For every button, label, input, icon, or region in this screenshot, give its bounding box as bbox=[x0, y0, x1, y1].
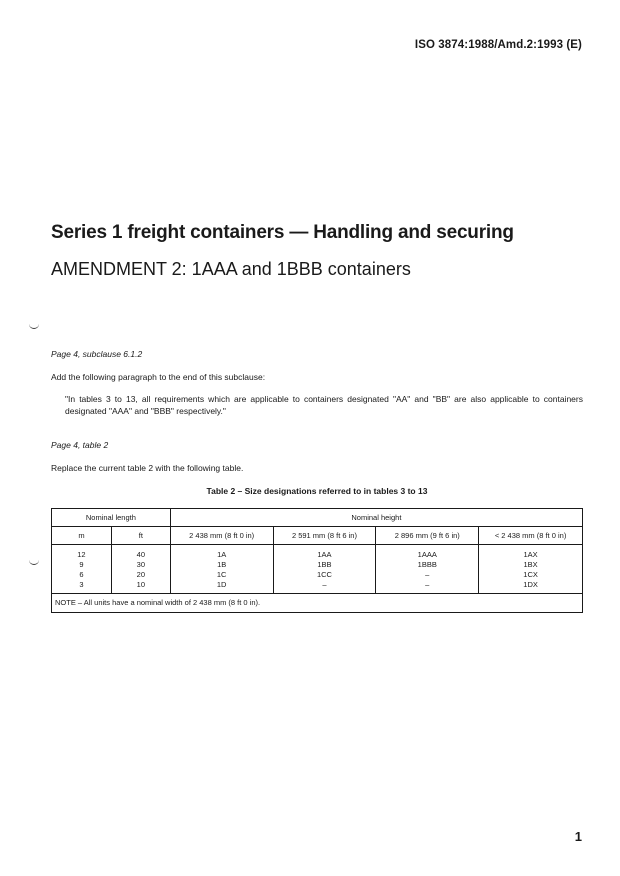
table-cell: 40 bbox=[111, 545, 170, 561]
header-nominal-length: Nominal length bbox=[52, 509, 171, 527]
table-cell: 1CX bbox=[479, 570, 583, 580]
amendment-location: Page 4, subclause 6.1.2 bbox=[51, 349, 143, 359]
table-cell: 12 bbox=[52, 545, 112, 561]
table-note: NOTE – All units have a nominal width of 2 438 mm (8 ft 0 in). bbox=[52, 594, 583, 613]
header-cell: 2 896 mm (9 ft 6 in) bbox=[376, 527, 479, 545]
page-number: 1 bbox=[574, 829, 582, 844]
table-cell: 1B bbox=[170, 560, 273, 570]
table-cell: 20 bbox=[111, 570, 170, 580]
table-cell: 10 bbox=[111, 580, 170, 594]
amendment-instruction: Replace the current table 2 with the following table. bbox=[51, 463, 244, 473]
table-note-row bbox=[52, 594, 583, 613]
amendment-instruction: Add the following paragraph to the end of this subclause: bbox=[51, 372, 266, 382]
table-cell: 1C bbox=[170, 570, 273, 580]
table-cell: 30 bbox=[111, 560, 170, 570]
header-cell: ft bbox=[111, 527, 170, 545]
header-nominal-height: Nominal height bbox=[170, 509, 582, 527]
size-designations-table bbox=[51, 508, 583, 613]
table-cell: 1D bbox=[170, 580, 273, 594]
table-cell: 1DX bbox=[479, 580, 583, 594]
table-cell: 1AAA bbox=[376, 545, 479, 561]
table-cell: – bbox=[376, 570, 479, 580]
table-row bbox=[52, 570, 583, 580]
header-cell: < 2 438 mm (8 ft 0 in) bbox=[479, 527, 583, 545]
amendment-quote: "In tables 3 to 13, all requirements which are applicable to containers designated "AA" and "BB" are also applicable to containers designated "AAA" and "BBB" respectively." bbox=[65, 394, 583, 416]
table-cell: 6 bbox=[52, 570, 112, 580]
table-cell: 1A bbox=[170, 545, 273, 561]
amendment-location: Page 4, table 2 bbox=[51, 440, 109, 450]
table-cell: 3 bbox=[52, 580, 112, 594]
table-cell: 1CC bbox=[273, 570, 376, 580]
margin-change-mark bbox=[29, 322, 39, 329]
header-cell: 2 438 mm (8 ft 0 in) bbox=[170, 527, 273, 545]
table-cell: 1BB bbox=[273, 560, 376, 570]
document-reference: ISO 3874:1988/Amd.2:1993 (E) bbox=[414, 39, 582, 51]
table-row bbox=[52, 545, 583, 561]
header-cell: m bbox=[52, 527, 112, 545]
header-cell: 2 591 mm (8 ft 6 in) bbox=[273, 527, 376, 545]
table-row bbox=[52, 560, 583, 570]
document-title: Series 1 freight containers — Handling and securing bbox=[51, 222, 514, 243]
table-cell: 1AA bbox=[273, 545, 376, 561]
document-subtitle: AMENDMENT 2: 1AAA and 1BBB containers bbox=[51, 259, 411, 279]
table-caption: Table 2 – Size designations referred to in tables 3 to 13 bbox=[206, 486, 428, 496]
table-cell: 9 bbox=[52, 560, 112, 570]
table-row bbox=[52, 580, 583, 594]
table-cell: 1AX bbox=[479, 545, 583, 561]
table-cell: – bbox=[376, 580, 479, 594]
margin-change-mark bbox=[29, 558, 39, 565]
table-cell: – bbox=[273, 580, 376, 594]
table-cell: 1BBB bbox=[376, 560, 479, 570]
table-cell: 1BX bbox=[479, 560, 583, 570]
